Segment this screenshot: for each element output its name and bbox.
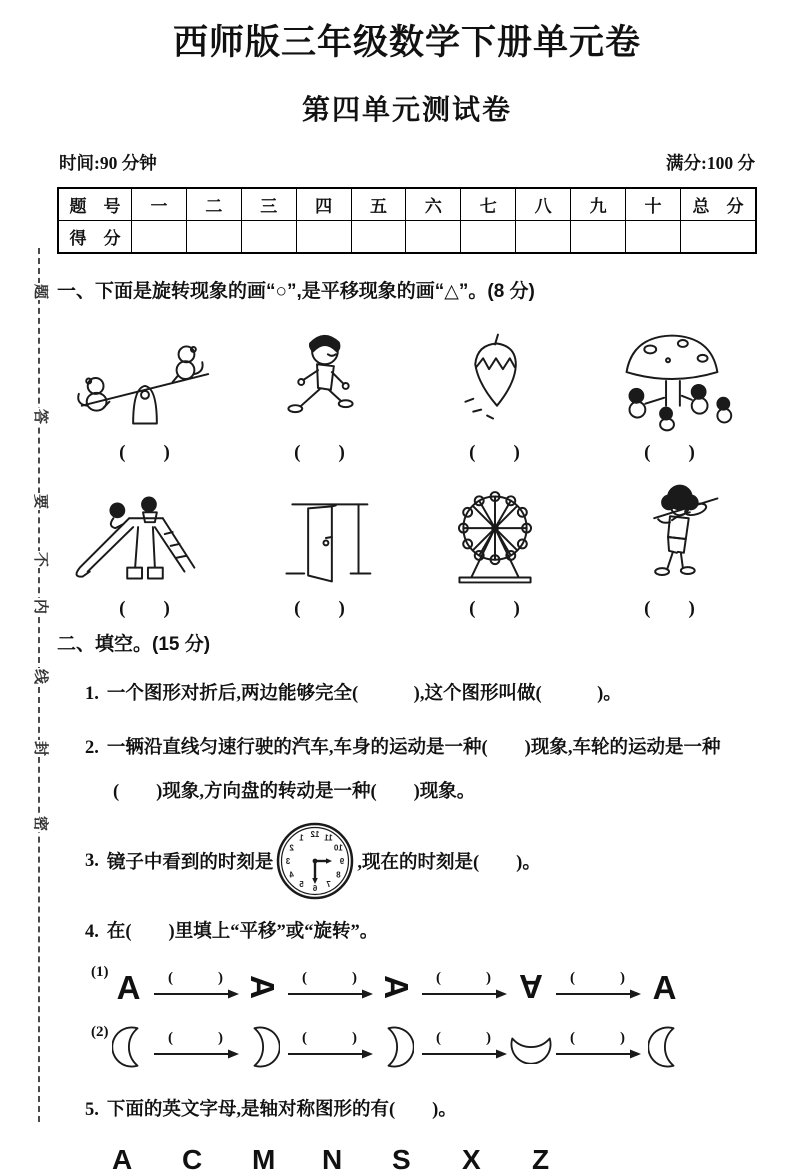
score-table-header-cell: 二 — [186, 188, 241, 221]
candidate-letter: M — [252, 1144, 276, 1175]
answer-blank: ( ) — [302, 970, 357, 986]
right-arrow-icon — [555, 1046, 641, 1064]
phenomena-picture-grid — [57, 315, 757, 619]
right-arrow-icon — [421, 986, 507, 1004]
answer-blank: ( ) — [436, 970, 491, 986]
clock-numeral: 10 — [334, 843, 344, 853]
seal-char: 要 — [32, 493, 48, 509]
fill-question-1 — [85, 672, 757, 716]
crescent-moon-glyph — [245, 1023, 281, 1071]
answer-blank: ( ) — [119, 598, 170, 619]
score-table-header-cell: 九 — [571, 188, 626, 221]
arrow-with-answer-blank — [555, 970, 641, 1004]
seal-char: 题 — [32, 283, 48, 299]
question-number: 1. — [85, 684, 99, 704]
question-number: 3. — [85, 850, 99, 871]
picture-mushroom-merry-go-round — [582, 315, 757, 463]
clock-numeral: 7 — [326, 880, 332, 890]
question-number: 2. — [85, 738, 99, 758]
door-illustration — [241, 481, 399, 593]
score-value-cell — [241, 221, 296, 254]
candidate-letter: A — [112, 1144, 133, 1175]
right-arrow-icon — [153, 986, 239, 1004]
score-table-header-cell: 七 — [461, 188, 516, 221]
transform-sequence-letters — [91, 960, 757, 1014]
arrow-with-answer-blank — [421, 1030, 507, 1064]
candidate-letter: X — [462, 1144, 481, 1175]
score-value-cell — [406, 221, 461, 254]
candidate-letter: C — [182, 1144, 203, 1175]
answer-blank: ( ) — [570, 1030, 625, 1046]
clock-numeral: 4 — [289, 870, 295, 880]
right-arrow-icon — [287, 1046, 373, 1064]
score-table-header-cell: 三 — [241, 188, 296, 221]
seal-char: 内 — [32, 598, 48, 614]
score-value-cell — [186, 221, 241, 254]
question-number: 5. — [85, 1100, 99, 1120]
fill-question-5 — [85, 1088, 757, 1132]
question-text-post: ,现在的时刻是( )。 — [357, 853, 541, 873]
arrow-with-answer-blank — [153, 970, 239, 1004]
seesaw-illustration — [66, 325, 224, 437]
picture-seesaw — [57, 315, 232, 463]
answer-blank: ( ) — [644, 442, 695, 463]
clock-numeral: 1 — [299, 833, 305, 843]
score-table-header-cell: 四 — [296, 188, 351, 221]
sequence-label: (1) — [91, 964, 109, 980]
picture-slide — [57, 471, 232, 619]
score-table-header-cell: 六 — [406, 188, 461, 221]
paper-content — [57, 0, 757, 1176]
paper-title: 西师版三年级数学下册单元卷 — [172, 23, 641, 62]
arrow-with-answer-blank — [153, 1030, 239, 1064]
answer-blank: ( ) — [644, 598, 695, 619]
answer-blank: ( ) — [570, 970, 625, 986]
section-two-heading: 二、填空。(15 分) — [57, 634, 211, 655]
right-arrow-icon — [153, 1046, 239, 1064]
candidate-letter: S — [392, 1144, 411, 1175]
score-table-header-cell: 五 — [351, 188, 406, 221]
clock-numeral: 6 — [313, 883, 318, 893]
picture-running-boy — [232, 315, 407, 463]
answer-blank: ( ) — [294, 598, 345, 619]
score-table-header-cell: 总 分 — [681, 188, 757, 221]
score-table-label-cell: 得 分 — [58, 221, 132, 254]
arrow-with-answer-blank — [287, 970, 373, 1004]
running-boy-illustration — [241, 325, 399, 437]
answer-blank: ( ) — [168, 970, 223, 986]
score-table-label-cell: 题 号 — [58, 188, 132, 221]
question-number: 4. — [85, 922, 99, 942]
fill-question-3 — [85, 816, 757, 906]
answer-blank: ( ) — [469, 442, 520, 463]
candidate-letter: Z — [532, 1144, 550, 1175]
unit-test-subtitle: 第四单元测试卷 — [301, 94, 512, 125]
clock-numeral: 8 — [336, 870, 342, 880]
answer-blank: ( ) — [294, 442, 345, 463]
score-value-cell — [626, 221, 681, 254]
picture-ferris-wheel — [407, 471, 582, 619]
spinning-top-illustration — [416, 325, 574, 437]
score-table-header-cell: 八 — [516, 188, 571, 221]
score-value-cell — [461, 221, 516, 254]
picture-violin-player — [582, 471, 757, 619]
score-value-cell — [296, 221, 351, 254]
letter-a-glyph: A — [244, 975, 281, 999]
question-text: 下面的英文字母,是轴对称图形的有( )。 — [106, 1100, 457, 1120]
clock-numeral: 3 — [286, 856, 291, 866]
answer-blank: ( ) — [469, 598, 520, 619]
score-table-score-row — [58, 221, 756, 254]
candidate-letter: N — [322, 1144, 343, 1175]
full-score-label: 满分:100 分 — [666, 153, 755, 173]
right-arrow-icon — [421, 1046, 507, 1064]
question-text: 一个图形对折后,两边能够完全( ),这个图形叫做( )。 — [106, 684, 622, 704]
ferris-wheel-illustration — [416, 481, 574, 593]
crescent-moon-glyph — [647, 1023, 683, 1071]
right-arrow-icon — [287, 986, 373, 1004]
clock-numeral: 9 — [340, 856, 345, 866]
clock-numeral: 5 — [299, 880, 305, 890]
seal-char: 不 — [32, 551, 48, 567]
letter-a-glyph: A — [116, 968, 141, 1006]
clock-numeral: 11 — [324, 833, 334, 843]
answer-blank: ( ) — [436, 1030, 491, 1046]
fill-question-4 — [85, 910, 757, 954]
seal-char: 答 — [32, 408, 48, 424]
mirrored-clock-illustration — [275, 821, 355, 901]
question-text: 一辆沿直线匀速行驶的汽车,车身的运动是一种( )现象,车轮的运动是一种( )现象,方向盘的转动是一种( )现象。 — [106, 738, 721, 802]
arrow-with-answer-blank — [287, 1030, 373, 1064]
exam-info-row — [57, 150, 757, 175]
letter-a-glyph: A — [652, 968, 677, 1006]
clock-numeral: 2 — [289, 843, 295, 853]
clock-numeral: 12 — [310, 829, 320, 839]
answer-blank: ( ) — [119, 442, 170, 463]
crescent-moon-glyph — [507, 1029, 555, 1065]
answer-blank: ( ) — [302, 1030, 357, 1046]
seal-char: 线 — [32, 668, 48, 684]
score-value-cell — [571, 221, 626, 254]
right-arrow-icon — [555, 986, 641, 1004]
question-text: 在( )里填上“平移”或“旋转”。 — [106, 922, 379, 942]
score-table-header-row — [58, 188, 756, 221]
score-table-header-cell: 一 — [132, 188, 187, 221]
transform-sequence-moons — [91, 1020, 757, 1074]
score-value-cell — [132, 221, 187, 254]
sequence-label: (2) — [91, 1024, 109, 1040]
score-value-cell — [351, 221, 406, 254]
letter-a-glyph: A — [518, 968, 543, 1006]
symmetry-letters-row — [112, 1144, 757, 1176]
score-value-cell — [516, 221, 571, 254]
picture-spinning-top — [407, 315, 582, 463]
score-table — [57, 187, 757, 254]
time-limit-label: 时间:90 分钟 — [59, 153, 157, 173]
crescent-moon-glyph — [379, 1023, 415, 1071]
mushroom-merry-go-round-illustration — [591, 325, 749, 437]
fill-question-2 — [85, 726, 757, 814]
seal-char: 密 — [32, 815, 48, 831]
answer-blank: ( ) — [168, 1030, 223, 1046]
seal-line-margin — [30, 248, 48, 1122]
score-value-cell — [681, 221, 757, 254]
score-table-header-cell: 十 — [626, 188, 681, 221]
letter-a-glyph: A — [378, 975, 415, 999]
question-text-pre: 镜子中看到的时刻是 — [106, 853, 274, 873]
section-one-heading: 一、下面是旋转现象的画“○”,是平移现象的画“△”。(8 分) — [57, 281, 535, 302]
crescent-moon-glyph — [111, 1023, 147, 1071]
arrow-with-answer-blank — [555, 1030, 641, 1064]
arrow-with-answer-blank — [421, 970, 507, 1004]
violin-player-illustration — [591, 481, 749, 593]
picture-door — [232, 471, 407, 619]
seal-dashed-line — [38, 248, 40, 1122]
slide-illustration — [66, 481, 224, 593]
seal-char: 封 — [32, 740, 48, 756]
